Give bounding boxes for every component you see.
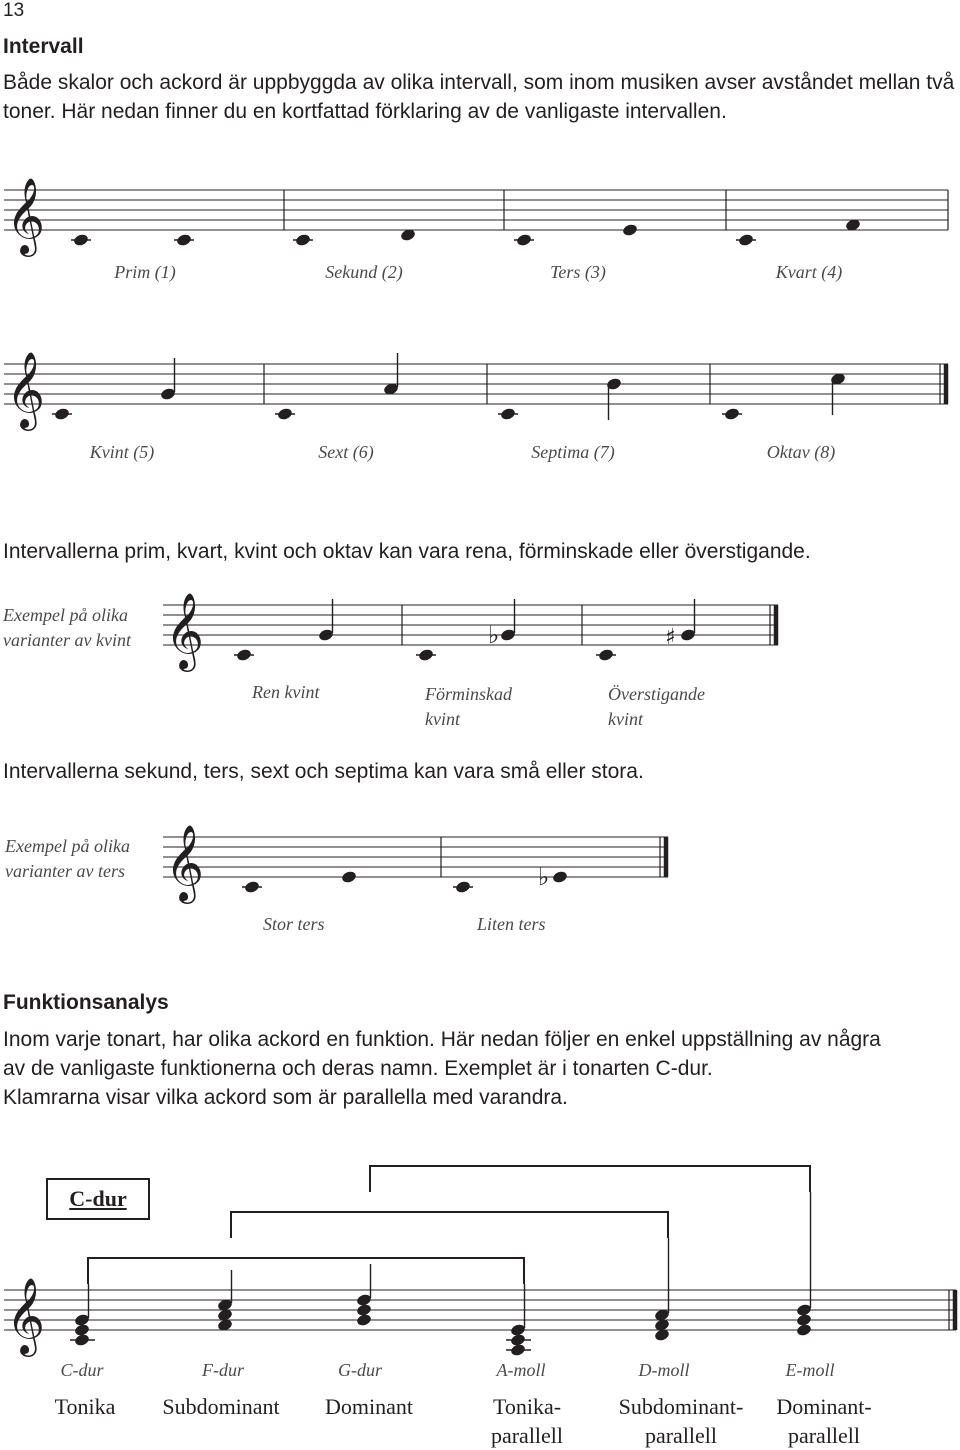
section-heading-funktionsanalys: Funktionsanalys xyxy=(3,991,169,1014)
note xyxy=(54,407,71,421)
pure-intervals-text: Intervallerna prim, kvart, kvint och oktav kan vara rena, förminskade eller överstigande. xyxy=(3,540,811,563)
chord-function: Dominant xyxy=(325,1394,413,1419)
major-minor-text: Intervallerna sekund, ters, sext och septima kan vara små eller stora. xyxy=(3,760,644,783)
chord-e-moll xyxy=(796,1192,813,1337)
chord-name: E-moll xyxy=(785,1360,835,1380)
note xyxy=(622,223,639,237)
note xyxy=(73,233,90,247)
chord-c-dur xyxy=(70,1284,95,1347)
treble-clef-icon: 𝄞 xyxy=(165,824,205,901)
chord-g-dur xyxy=(356,1264,373,1327)
variant-label: Liten ters xyxy=(477,914,546,934)
variant-label: Stor ters xyxy=(263,914,325,934)
variant-label: Förminskad kvint xyxy=(425,684,512,729)
chord-function: Tonika xyxy=(54,1394,116,1419)
page-number: 13 xyxy=(3,0,25,21)
note xyxy=(516,233,533,247)
section-heading-intervall: Intervall xyxy=(3,35,84,58)
treble-clef-icon: 𝄞 xyxy=(6,1277,46,1354)
staff-row-2 xyxy=(0,340,960,440)
parallel-bracket-dominant xyxy=(370,1166,810,1192)
interval-label: Oktav (8) xyxy=(766,442,836,462)
variant-label: Ren kvint xyxy=(252,682,320,702)
note xyxy=(552,870,569,884)
note xyxy=(738,233,755,247)
note xyxy=(418,648,435,662)
note xyxy=(341,870,358,884)
note xyxy=(295,233,312,247)
interval-label: Kvint (5) xyxy=(89,442,155,462)
staff-lines xyxy=(4,1290,956,1330)
interval-label: Sekund (2) xyxy=(325,262,403,282)
parallel-bracket-subdominant xyxy=(231,1212,668,1238)
treble-clef-icon: 𝄞 xyxy=(165,592,205,669)
chord-name: G-dur xyxy=(338,1360,382,1380)
staff-lines xyxy=(4,364,948,404)
kvint-example-side-label: Exempel på olika varianter av kvint xyxy=(3,605,131,650)
treble-clef-icon: 𝄞 xyxy=(6,351,46,428)
chord-f-dur xyxy=(217,1270,234,1332)
sharp-icon: ♯ xyxy=(665,625,676,650)
ters-example-staff xyxy=(0,815,960,915)
chord-name: F-dur xyxy=(202,1360,244,1380)
chord-name: D-moll xyxy=(638,1360,690,1380)
kvint-example-staff xyxy=(0,580,960,680)
chord-name: C-dur xyxy=(60,1360,104,1380)
parallel-bracket-tonika xyxy=(88,1258,524,1284)
note xyxy=(724,407,741,421)
interval-label: Kvart (4) xyxy=(775,262,843,282)
chord-function: Subdominant xyxy=(162,1394,280,1419)
chord-function: Dominant- parallell xyxy=(776,1394,872,1448)
interval-label: Prim (1) xyxy=(114,262,176,282)
note xyxy=(500,407,517,421)
chord-name: A-moll xyxy=(496,1360,546,1380)
interval-label: Sext (6) xyxy=(318,442,374,462)
staff-lines xyxy=(163,837,668,877)
treble-clef-icon: 𝄞 xyxy=(6,177,46,254)
ters-example-side-label: Exempel på olika varianter av ters xyxy=(5,836,130,881)
note xyxy=(176,233,193,247)
note xyxy=(236,648,253,662)
chord-staff xyxy=(0,1160,960,1360)
note xyxy=(277,407,294,421)
note xyxy=(598,648,615,662)
note xyxy=(455,880,472,894)
flat-icon: ♭ xyxy=(538,863,550,891)
variant-label: Överstigande kvint xyxy=(608,684,705,729)
funktionsanalys-paragraph: Inom varje tonart, har olika ackord en funktion. Här nedan följer en enkel uppställning av några av de vanligaste funktionerna och deras namn. Exemplet är i tonarten C-dur. Klamrarna visar vilka ackord som är parallella med varandra. xyxy=(3,1028,881,1109)
interval-label: Septima (7) xyxy=(531,442,615,462)
staff-lines xyxy=(4,190,948,230)
flat-icon: ♭ xyxy=(488,621,500,649)
chord-function: Subdominant- parallell xyxy=(618,1394,744,1448)
interval-label: Ters (3) xyxy=(550,262,606,282)
intervall-paragraph: Både skalor och ackord är uppbyggda av olika intervall, som inom musiken avser avståndet mellan två toner. Här nedan finner du en kortfattad förklaring av de vanligaste intervallen. xyxy=(3,71,955,123)
staff-row-1 xyxy=(0,160,960,260)
note xyxy=(244,880,261,894)
key-box: C-dur xyxy=(46,1178,150,1220)
chord-function: Tonika- parallell xyxy=(490,1394,564,1448)
